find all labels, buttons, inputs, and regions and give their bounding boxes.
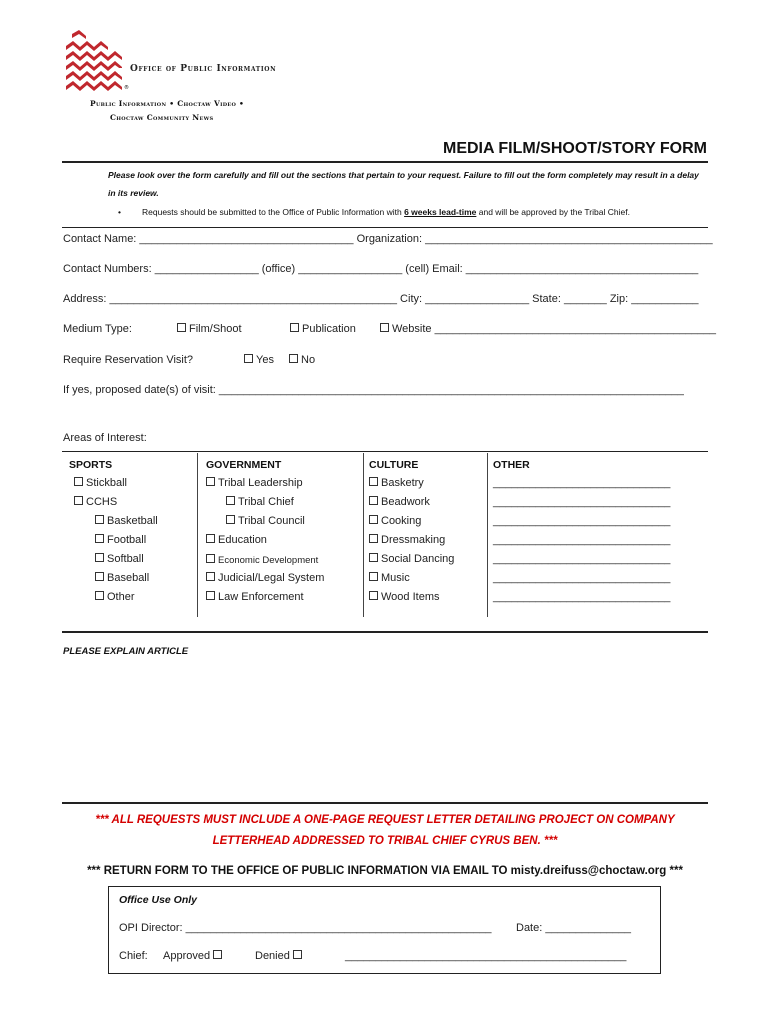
checkbox-icon[interactable] xyxy=(74,477,83,486)
org-subtitle-2: Choctaw Community News xyxy=(110,113,214,122)
culture-checkbox-dressmaking[interactable]: Dressmaking xyxy=(369,534,445,546)
contact-numbers-field[interactable]: Contact Numbers: _________________ (office) _________________ (cell) Email: ______________________________________ xyxy=(63,263,699,275)
registered-mark: ® xyxy=(124,85,129,91)
checkbox-icon[interactable] xyxy=(177,323,186,332)
request-letter-notice-line2: LETTERHEAD ADDRESSED TO TRIBAL CHIEF CYRUS BEN. *** xyxy=(212,835,558,847)
culture-checkbox-music[interactable]: Music xyxy=(369,572,410,584)
checkbox-icon[interactable] xyxy=(74,496,83,505)
bullet-marker: • xyxy=(118,207,121,217)
gov-checkbox-law-enforcement[interactable]: Law Enforcement xyxy=(206,591,304,603)
checkbox-icon[interactable] xyxy=(226,515,235,524)
denied-checkbox[interactable]: Denied xyxy=(255,950,305,962)
other-blank-line[interactable]: _____________________________ xyxy=(493,534,671,546)
explain-article-label: PLEASE EXPLAIN ARTICLE xyxy=(63,646,189,657)
checkbox-icon[interactable] xyxy=(293,950,302,959)
other-blank-line[interactable]: _____________________________ xyxy=(493,496,671,508)
sports-checkbox-cchs[interactable]: CCHS xyxy=(74,496,117,508)
checkbox-icon[interactable] xyxy=(213,950,222,959)
org-subtitle-1: Public Information • Choctaw Video • xyxy=(90,99,245,108)
column-divider xyxy=(363,453,364,617)
other-blank-line[interactable]: _____________________________ xyxy=(493,553,671,565)
checkbox-icon[interactable] xyxy=(369,534,378,543)
interests-bottom-divider xyxy=(62,631,708,633)
title-divider xyxy=(62,161,708,163)
checkbox-icon[interactable] xyxy=(369,515,378,524)
government-header: GOVERNMENT xyxy=(206,459,282,471)
explain-article-area[interactable] xyxy=(62,662,708,798)
sports-checkbox-football[interactable]: Football xyxy=(95,534,146,546)
return-form-notice: *** RETURN FORM TO THE OFFICE OF PUBLIC INFORMATION VIA EMAIL TO misty.dreifuss@choctaw.org *** xyxy=(87,865,683,877)
other-blank-line[interactable]: _____________________________ xyxy=(493,591,671,603)
sports-checkbox-basketball[interactable]: Basketball xyxy=(95,515,158,527)
sports-header: SPORTS xyxy=(69,459,113,471)
checkbox-icon[interactable] xyxy=(206,534,215,543)
instructions-divider xyxy=(62,227,708,228)
culture-header: CULTURE xyxy=(369,459,419,471)
gov-checkbox-tribal-leadership[interactable]: Tribal Leadership xyxy=(206,477,303,489)
culture-checkbox-beadwork[interactable]: Beadwork xyxy=(369,496,430,508)
visit-dates-field[interactable]: If yes, proposed date(s) of visit: ____________________________________________________________________________ xyxy=(63,384,684,396)
address-field[interactable]: Address: _______________________________________________ City: _________________ State: _______ Zip: ___________ xyxy=(63,293,699,305)
checkbox-icon[interactable] xyxy=(369,477,378,486)
other-blank-line[interactable]: _____________________________ xyxy=(493,477,671,489)
checkbox-icon[interactable] xyxy=(95,572,104,581)
gov-checkbox-tribal-council[interactable]: Tribal Council xyxy=(226,515,305,527)
checkbox-icon[interactable] xyxy=(206,572,215,581)
gov-checkbox-economic-development[interactable]: Economic Development xyxy=(206,554,318,566)
instructions-text: Please look over the form carefully and fill out the sections that pertain to your request. Failure to fill out the form completely may result in a delay in its review. xyxy=(108,170,699,198)
lead-time-emphasis: 6 weeks lead-time xyxy=(404,207,477,217)
areas-of-interest-label: Areas of Interest: xyxy=(63,432,147,444)
sports-checkbox-stickball[interactable]: Stickball xyxy=(74,477,127,489)
approved-checkbox[interactable]: Approved xyxy=(163,950,225,962)
office-date-field[interactable]: Date: ______________ xyxy=(516,922,631,934)
checkbox-icon[interactable] xyxy=(380,323,389,332)
reservation-no-checkbox[interactable]: No xyxy=(289,354,315,366)
checkbox-icon[interactable] xyxy=(369,591,378,600)
checkbox-icon[interactable] xyxy=(289,354,298,363)
column-divider xyxy=(197,453,198,617)
column-divider xyxy=(487,453,488,617)
reservation-yes-checkbox[interactable]: Yes xyxy=(244,354,274,366)
checkbox-icon[interactable] xyxy=(95,515,104,524)
explain-bottom-divider xyxy=(62,802,708,804)
checkbox-icon[interactable] xyxy=(244,354,253,363)
other-header: OTHER xyxy=(493,459,530,471)
checkbox-icon[interactable] xyxy=(369,572,378,581)
sports-checkbox-other[interactable]: Other xyxy=(95,591,135,603)
checkbox-icon[interactable] xyxy=(95,591,104,600)
checkbox-icon[interactable] xyxy=(369,553,378,562)
opi-director-field[interactable]: OPI Director: __________________________________________________ xyxy=(119,922,492,934)
gov-checkbox-tribal-chief[interactable]: Tribal Chief xyxy=(226,496,294,508)
culture-checkbox-basketry[interactable]: Basketry xyxy=(369,477,424,489)
medium-type-label: Medium Type: xyxy=(63,323,132,335)
request-letter-notice-line1: *** ALL REQUESTS MUST INCLUDE A ONE-PAGE REQUEST LETTER DETAILING PROJECT ON COMPANY xyxy=(95,814,675,826)
interests-divider xyxy=(62,451,708,452)
sports-checkbox-baseball[interactable]: Baseball xyxy=(95,572,149,584)
org-name: Office of Public Information xyxy=(130,64,277,74)
checkbox-icon[interactable] xyxy=(369,496,378,505)
medium-publication-checkbox[interactable]: Publication xyxy=(290,323,356,335)
checkbox-icon[interactable] xyxy=(206,591,215,600)
sports-checkbox-softball[interactable]: Softball xyxy=(95,553,144,565)
gov-checkbox-education[interactable]: Education xyxy=(206,534,267,546)
culture-checkbox-social-dancing[interactable]: Social Dancing xyxy=(369,553,454,565)
checkbox-icon[interactable] xyxy=(206,477,215,486)
reservation-label: Require Reservation Visit? xyxy=(63,354,194,366)
gov-checkbox-judicial[interactable]: Judicial/Legal System xyxy=(206,572,324,584)
chief-label: Chief: xyxy=(119,950,148,962)
checkbox-icon[interactable] xyxy=(226,496,235,505)
medium-film-checkbox[interactable]: Film/Shoot xyxy=(177,323,242,335)
other-blank-line[interactable]: _____________________________ xyxy=(493,572,671,584)
medium-website-checkbox[interactable]: Website ______________________________________________ xyxy=(380,323,716,335)
checkbox-icon[interactable] xyxy=(95,534,104,543)
contact-name-field[interactable]: Contact Name: ___________________________________ Organization: _______________________________________________ xyxy=(63,233,713,245)
office-use-title: Office Use Only xyxy=(119,894,198,906)
form-title: MEDIA FILM/SHOOT/STORY FORM xyxy=(443,140,707,157)
other-blank-line[interactable]: _____________________________ xyxy=(493,515,671,527)
checkbox-icon[interactable] xyxy=(290,323,299,332)
checkbox-icon[interactable] xyxy=(95,553,104,562)
chief-signature-line[interactable]: ______________________________________________ xyxy=(345,950,627,962)
culture-checkbox-wood-items[interactable]: Wood Items xyxy=(369,591,440,603)
culture-checkbox-cooking[interactable]: Cooking xyxy=(369,515,421,527)
lead-time-note: Requests should be submitted to the Office of Public Information with 6 weeks lead-time and will be approved by the Tribal Chief. xyxy=(142,207,630,217)
checkbox-icon[interactable] xyxy=(206,554,215,563)
